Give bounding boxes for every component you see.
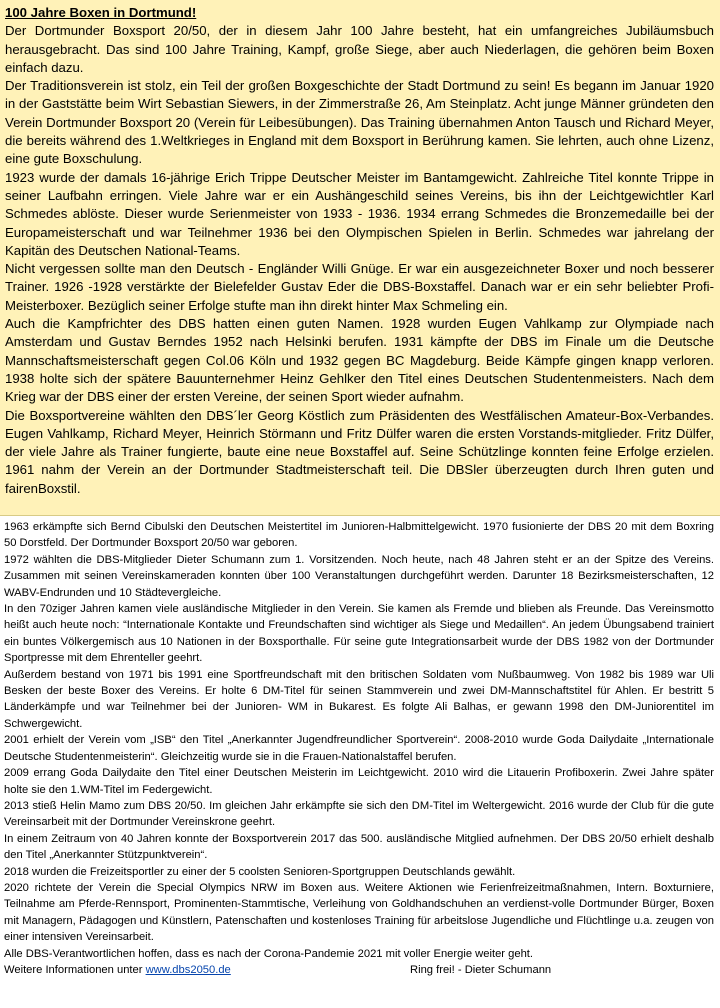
body-paragraph: In einem Zeitraum von 40 Jahren konnte der Boxsportverein 2017 das 500. ausländische Mitglied aufnehmen. Der DBS 20/50 erhielt deshalb den Titel „Anerkannter Stützpunktverein“. xyxy=(4,832,714,862)
article-title: 100 Jahre Boxen in Dortmund! xyxy=(5,5,197,20)
more-info xyxy=(4,962,231,978)
intro-paragraph: Die Boxsportvereine wählten den DBS´ler Georg Köstlich zum Präsidenten des Westfälischen Amateur-Box-Verbandes. Eugen Vahlkamp, Richard Meyer, Heinrich Störmann und Fritz Dülfer waren die ersten Vorstands-mitglieder. Fritz Dülfer, der viele Jahre als Trainer fungierte, baute eine neue Boxstaffel auf. Seine Schützlinge konnten feine Erfolge erzielen. 1961 nahm der Verein an der Dortmunder Stadtmeisterschaft teil. Die DBSler überzeugten durch Ihren guten und fairenBoxstil. xyxy=(5,407,714,496)
body-paragraph: Alle DBS-Verantwortlichen hoffen, dass es nach der Corona-Pandemie 2021 mit voller Energie weiter geht. xyxy=(4,947,534,960)
footer-line xyxy=(4,962,714,978)
body-paragraph: 2001 erhielt der Verein vom „ISB“ den Titel „Anerkannter Jugendfreundlicher Sportverein“. 2008-2010 wurde Goda Dailydaite „Internationale Deutsche Studentenmeisterin“. Gleichzeitig wurde sie in die Frauen-Nationalstaffel berufen. xyxy=(4,734,714,763)
body-paragraph: 2009 errang Goda Dailydaite den Titel einer Deutschen Meisterin im Leichtgewicht. 2010 wird die Litauerin Profiboxerin. Zwei Jahre später holte sie den 1.WM-Titel im Federgewicht. xyxy=(4,767,714,796)
intro-paragraph: Der Dortmunder Boxsport 20/50, der in diesem Jahr 100 Jahre besteht, hat ein umfangreiches Jubiläumsbuch herausgebracht. Das sind 100 Jahre Training, Kampf, große Siege, aber auch Niederlagen, die gehören beim Boxen einfach dazu. xyxy=(5,23,714,75)
body-paragraph: Außerdem bestand von 1971 bis 1991 eine Sportfreundschaft mit den britischen Soldaten vom Nußbaumweg. Von 1982 bis 1989 war Uli Besken der beste Boxer des Vereins. Er holte 6 DM-Titel für seinen Stammverein und zwei DM-Mannschaftstitel für Ahlen. Er bestritt 5 Länderkämpfe und war Teilnehmer bei der Junioren- WM in Bukarest. Es folgte Ali Balhas, er gewann 1998 den DM-Juniorentitel im Schwergewicht. xyxy=(4,668,714,730)
intro-paragraph: Auch die Kampfrichter des DBS hatten einen guten Namen. 1928 wurden Eugen Vahlkamp zur Olympiade nach Amsterdam und Gustav Berndes 1952 nach Helsinki berufen. 1931 kämpfte der DBS im Finale um die Deutsche Mannschaftsmeisterschaft gegen Col.06 Köln und 1932 gegen BC Magdeburg. Beide Kämpfe gingen knapp verloren. 1938 holte sich der spätere Bauunternehmer Heinz Gehlker den Titel eines Deutschen Studentenmeisters. Nach dem Krieg war der DBS einer der ersten Vereine, der seinen Sport wieder aufnahm. xyxy=(5,316,714,405)
body-paragraph: 2013 stieß Helin Mamo zum DBS 20/50. Im gleichen Jahr erkämpfte sie sich den DM-Titel im Weltergewicht. 2016 wurde der Club für die gute Vereinsarbeit mit der Dortmunder Vereinskrone geehrt. xyxy=(4,799,714,829)
history-section xyxy=(0,516,720,978)
intro-paragraph: Der Traditionsverein ist stolz, ein Teil der großen Boxgeschichte der Stadt Dortmund zu sein! Es begann im Januar 1920 in der Gaststätte beim Wirt Sebastian Siewers, in der Zimmerstraße 26, Am Steinplatz. Acht junge Männer gründeten den Verein Dortmunder Boxsport 20 (Verein für Leibesübungen). Das Training übernahmen Anton Tausch und Richard Meyer, die bereits während des 1.Weltkrieges in England mit dem Boxsport in Berührung kamen. Sie lehrten, auch ohne Lizenz, eine gute Boxschulung. xyxy=(5,78,714,167)
body-paragraph: 2018 wurden die Freizeitsportler zu einer der 5 coolsten Senioren-Sportgruppen Deutschlands gewählt. xyxy=(4,865,516,878)
body-paragraph: 1963 erkämpfte sich Bernd Cibulski den Deutschen Meistertitel im Junioren-Halbmittelgewicht. 1970 fusionierte der DBS 20 mit dem Boxring 50 Dorstfeld. Der Dortmunder Boxsport 20/50 war geboren. xyxy=(4,521,714,550)
intro-paragraph: 1923 wurde der damals 16-jährige Erich Trippe Deutscher Meister im Bantamgewicht. Zahlreiche Titel konnte Trippe in seiner Laufbahn erringen. Viele Jahre war er ein Aushängeschild seines Vereins, bis ihn der Leichtgewichtler Karl Schmedes ablöste. Dieser wurde Serienmeister von 1933 - 1936. 1934 errang Schmedes die Bronzemedaille bei der Europameisterschaft und war Teilnehmer 1936 bei den Olympischen Spielen in Berlin. Schmedes war jahrelang der Kapitän des Deutschen National-Teams. xyxy=(5,169,714,258)
body-paragraph: 2020 richtete der Verein die Special Olympics NRW im Boxen aus. Weitere Aktionen wie Ferienfreizeitmaßnahmen, Intern. Boxturniere, Teilnahme am Pferde-Rennsport, Prominenten-Stammtische, Verleihung von Goldhandschuhen an verdienst-volle Dortmunder Bürger, Boxen mit Managern, Pädagogen und Künstlern, Patenschaften und kostenloses Training für arbeitslose Jugendliche und Flüchtlinge u.a. zeugen von einer intensiven Vereinsarbeit. xyxy=(4,881,714,944)
body-paragraph: In den 70ziger Jahren kamen viele ausländische Mitglieder in den Verein. Sie kamen als Fremde und blieben als Freunde. Das Vereinsmotto heißt auch heute noch: “Internationale Kontakte und Freundschaften sind wichtiger als Siege und Medaillen“. An jedem Übungsabend trainiert ein buntes Völkergemisch aus 10 Nationen in der Boxsporthalle. Für seine gute Integrationsarbeit wurde der DBS 1982 von der Dortmunder Sportpresse mit dem Ehrenteller geehrt. xyxy=(4,603,714,665)
body-paragraph: 1972 wählten die DBS-Mitglieder Dieter Schumann zum 1. Vorsitzenden. Noch heute, nach 48 Jahren steht er an der Spitze des Vereins. Zusammen mit seinen Vereinskameraden konnten über 100 Veranstaltungen durchgeführt werden. Darunter 18 Bezirksmeisterschaften, 12 WABV-Endrunden und 10 Städtevergleiche. xyxy=(4,553,714,599)
more-info-text: Weitere Informationen unter xyxy=(4,963,146,976)
intro-paragraph: Nicht vergessen sollte man den Deutsch - Engländer Willi Gnüge. Er war ein ausgezeichneter Boxer und noch besserer Trainer. 1926 -1928 verstärkte der Bielefelder Gustav Eder die DBS-Boxstaffel. Danach war er ein sehr beliebter Profi-Meisterboxer. Bezüglich seiner Erfolge stufte man ihn direkt hinter Max Schmeling ein. xyxy=(5,261,714,313)
signature: Ring frei! - Dieter Schumann xyxy=(410,963,552,976)
website-link[interactable]: www.dbs2050.de xyxy=(145,963,231,976)
